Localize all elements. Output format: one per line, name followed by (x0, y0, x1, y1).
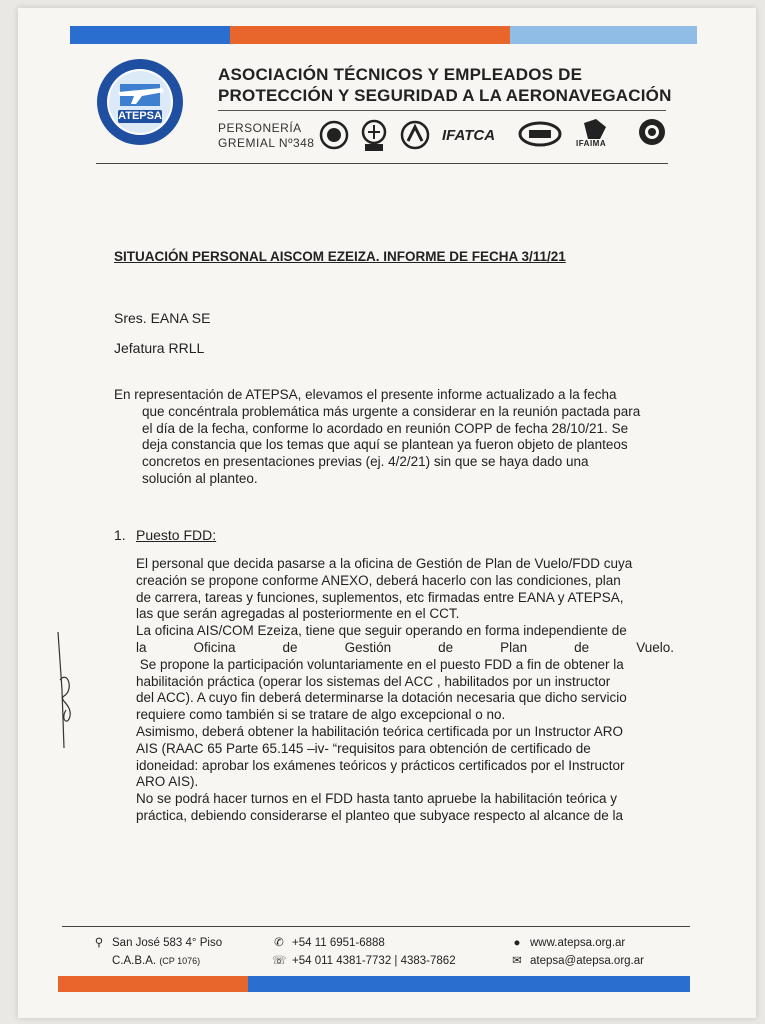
phone-numbers[interactable]: +54 011 4381-7732 | 4383-7862 (292, 955, 456, 967)
intro-first-line: En representación de ATEPSA, elevamos el presente informe actualizado a la fecha (114, 387, 617, 402)
website-link[interactable]: www.atepsa.org.ar (530, 937, 626, 949)
org-name-line2: PROTECCIÓN Y SEGURIDAD A LA AERONAVEGACIÓN (218, 86, 672, 105)
item-heading-colon: : (212, 527, 217, 543)
globe-icon: ● (513, 937, 521, 949)
spread-word: de (438, 639, 454, 655)
cgt-emblem-icon (321, 122, 347, 148)
intro-line: el día de la fecha, conforme lo acordado en reunión COPP de fecha 28/10/21. Se (142, 420, 629, 436)
paragraph-line: AIS (RAAC 65 Parte 65.145 –iv- “requisitos para obtención de certificado de (136, 740, 591, 756)
fapa-emblem-icon (363, 121, 385, 151)
ifaima-emblem-icon (584, 119, 606, 139)
logo-text: ATEPSA (118, 110, 162, 122)
email-link[interactable]: atepsa@atepsa.org.ar (530, 955, 644, 967)
org-name-underline (218, 110, 666, 111)
intro-line: deja constancia que los temas que aquí se plantean ya fueron objeto de planteos (142, 437, 628, 453)
globe-emblem-icon (639, 119, 665, 145)
personeria-gremial (218, 121, 314, 151)
spread-word: de (574, 639, 590, 655)
personeria-line1: PERSONERÍA (218, 121, 302, 135)
phone-icon: ☏ (272, 955, 287, 967)
spread-word: Oficina (193, 639, 236, 655)
paragraph-line: Asimismo, deberá obtener la habilitación teórica certificada por un Instructor ARO (136, 723, 623, 739)
personeria-line2: GREMIAL Nº348 (218, 136, 315, 150)
paragraph-line: del ACC). A cuyo fin deberá determinarse la dotación necesaria que dicho servicio (136, 690, 627, 706)
item-number: 1. (114, 527, 126, 543)
spread-line (136, 640, 674, 657)
header-divider (96, 163, 668, 164)
spread-word: Plan (500, 639, 528, 655)
intro-line: que concéntrala problemática más urgente a considerar en la reunión pactada para (142, 403, 641, 419)
addressee-company: Sres. EANA SE (114, 310, 211, 326)
paragraph-line: No se podrá hacer turnos en el FDD hasta tanto apruebe la habilitación teórica y (136, 791, 618, 807)
paragraph-line: creación se propone conforme ANEXO, deberá hacerlo con las condiciones, plan (136, 572, 621, 588)
bottom-color-bar (58, 976, 690, 992)
document-page (18, 8, 756, 1018)
atepsa-logo (96, 58, 184, 146)
spread-word: de (282, 639, 298, 655)
item-heading (136, 527, 216, 543)
footer-address (92, 934, 222, 970)
spread-word: la (136, 639, 147, 655)
paragraph-line: práctica, debiendo considerarse el planteo que subyace respecto al alcance de la (136, 807, 624, 823)
paragraph-line: El personal que decida pasarse a la oficina de Gestión de Plan de Vuelo/FDD cuya (136, 556, 633, 571)
ifaima-label: IFAIMA (576, 139, 607, 148)
footer-phones (272, 934, 456, 970)
location-pin-icon: ⚲ (94, 937, 104, 949)
paragraph-line: habilitación práctica (operar los sistemas del ACC , habilitados por un instructor (136, 673, 611, 689)
top-color-bar (70, 26, 697, 44)
envelope-icon: ✉ (512, 955, 522, 967)
itf-emblem-icon (402, 122, 428, 148)
document-title: SITUACIÓN PERSONAL AISCOM EZEIZA. INFORME DE FECHA 3/11/21 (114, 249, 566, 264)
intro-paragraph (114, 387, 674, 488)
org-name-line1: ASOCIACIÓN TÉCNICOS Y EMPLEADOS DE (218, 65, 583, 84)
item-heading-label: Puesto FDD (136, 527, 213, 543)
address-postal-code: (CP 1076) (159, 956, 201, 966)
spread-word: Gestión (344, 639, 392, 655)
whatsapp-number[interactable]: +54 11 6951-6888 (292, 937, 385, 949)
address-line1: San José 583 4° Piso (112, 937, 223, 949)
paragraph-line: requiere como también si se tratare de algo excepcional o no. (136, 707, 506, 723)
paragraph-line: idoneidad: aprobar los exámenes teóricos y prácticos certificados por el Instructor (136, 757, 625, 773)
item-body (136, 556, 674, 825)
paragraph-line: Se propone la participación voluntariamente en el puesto FDD a fin de obtener la (136, 656, 624, 672)
paragraph-line: de carrera, tareas y funciones, suplementos, etc firmadas entre EANA y ATEPSA, (136, 589, 624, 605)
paragraph-line: las que serán agregadas al posteriormente en el CCT. (136, 606, 460, 622)
affiliation-logos (318, 117, 678, 153)
margin-signature (48, 630, 92, 750)
whatsapp-icon: ✆ (274, 937, 284, 949)
addressee-department: Jefatura RRLL (114, 340, 205, 356)
intro-line: concretos en presentaciones previas (ej. 4/2/21) sin que se haya dado una (142, 454, 589, 470)
address-city: C.A.B.A. (112, 955, 157, 967)
spread-word: Vuelo. (636, 639, 674, 655)
paragraph-line: ARO AIS). (136, 774, 199, 790)
ifatca-label: IFATCA (442, 127, 496, 144)
organization-name (218, 64, 678, 106)
footer-divider (62, 926, 690, 927)
paragraph-line: La oficina AIS/COM Ezeiza, tiene que seguir operando en forma independiente de (136, 623, 627, 639)
footer-contact (510, 934, 644, 970)
intro-line: solución al planteo. (142, 470, 258, 486)
cat-emblem-icon (520, 123, 560, 145)
